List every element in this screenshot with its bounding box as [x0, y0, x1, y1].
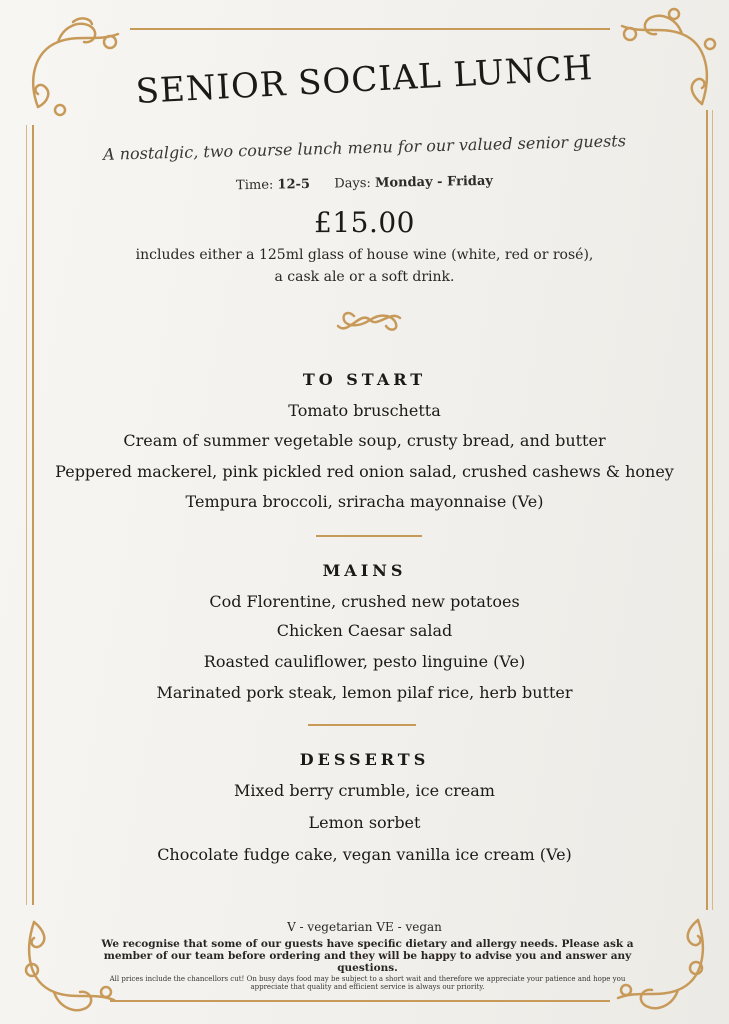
fine-print: All prices include the chancellors cut! On busy days food may be subject to a short wait and therefore we appreciate your patience and hope you appreciate that quality and efficient service is always our priority. [109, 975, 626, 991]
section-heading-mains: MAINS [322, 561, 407, 580]
menu-title: SENIOR SOCIAL LUNCH [134, 48, 595, 112]
menu-item: Tempura broccoli, sriracha mayonnaise (Ve) [185, 492, 544, 511]
menu-item: Peppered mackerel, pink pickled red onion salad, crushed cashews & honey [55, 462, 674, 481]
center-flourish-icon [334, 306, 404, 340]
time-label: Time: [235, 177, 274, 194]
menu-item: Marinated pork steak, lemon pilaf rice, herb butter [156, 683, 573, 702]
includes-line-1: includes either a 125ml glass of house wine (white, red or rosé), [135, 247, 594, 263]
section-divider [308, 724, 416, 726]
menu-item: Chicken Caesar salad [276, 621, 453, 640]
section-heading-starters: TO START [302, 370, 427, 389]
price-includes [0, 244, 729, 288]
section-divider [316, 535, 422, 537]
menu-item: Cream of summer vegetable soup, crusty bread, and butter [123, 431, 606, 450]
days-label: Days: [334, 175, 372, 192]
menu-item: Chocolate fudge cake, vegan vanilla ice cream (Ve) [157, 845, 572, 864]
menu-price: £15.00 [314, 206, 415, 239]
time-value: 12-5 [277, 176, 311, 193]
dietary-legend: V - vegetarian VE - vegan [287, 920, 442, 934]
menu-item: Mixed berry crumble, ice cream [234, 781, 495, 800]
days-value: Monday - Friday [374, 173, 494, 191]
menu-item: Lemon sorbet [308, 813, 421, 832]
menu-item: Roasted cauliflower, pesto linguine (Ve) [203, 652, 526, 671]
section-heading-desserts: DESSERTS [299, 750, 430, 769]
service-times [0, 170, 729, 198]
frame-top-line [130, 28, 610, 30]
menu-item: Tomato bruschetta [288, 401, 441, 420]
includes-line-2: a cask ale or a soft drink. [274, 269, 455, 285]
menu-subtitle: A nostalgic, two course lunch menu for our valued senior guests [102, 131, 627, 164]
frame-bottom-line [110, 1000, 610, 1002]
allergy-notice: We recognise that some of our guests have specific dietary and allergy needs. Please ask a member of our team before ordering and they will be happy to advise you and answer any questions. [101, 938, 634, 974]
menu-item: Cod Florentine, crushed new potatoes [209, 592, 520, 611]
